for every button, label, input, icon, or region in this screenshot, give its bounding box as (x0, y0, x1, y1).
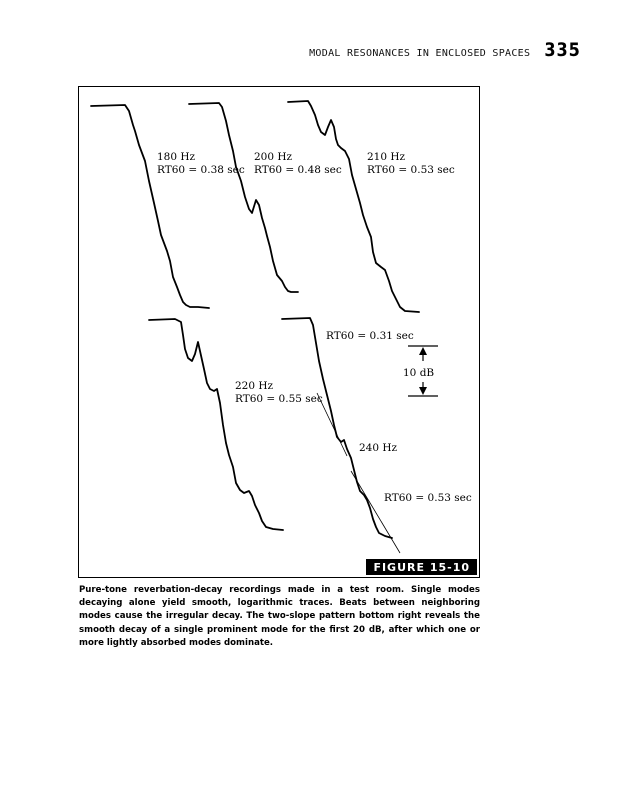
panel-200hz-frequency: 200 Hz (254, 151, 293, 163)
panel-220hz-frequency: 220 Hz (235, 380, 274, 392)
decay-trace-220hz (149, 319, 283, 530)
panel-180hz-frequency: 180 Hz (157, 151, 196, 163)
figure-caption: Pure-tone reverbation-decay recordings made in a test room. Single modes decaying alone yield smooth, logarithmic traces. Beats between neighboring modes cause the irregular decay. The two-slope pattern bottom right reveals the smooth decay of a single prominent mode for the first 20 dB, after which one or more lightly absorbed modes dominate. (79, 585, 480, 648)
figure-label-badge: FIGURE 15-10 (366, 559, 477, 575)
running-head (309, 39, 581, 61)
panel-240hz-rt60-lower: RT60 = 0.53 sec (384, 492, 472, 504)
panel-210hz-frequency: 210 Hz (367, 151, 406, 163)
running-title: MODAL RESONANCES IN ENCLOSED SPACES (309, 48, 531, 59)
panel-220hz-rt60: RT60 = 0.55 sec (235, 393, 323, 405)
decay-trace-210hz (288, 101, 419, 312)
decay-slope-lower (351, 471, 400, 553)
panel-200hz-rt60: RT60 = 0.48 sec (254, 164, 342, 176)
page-number: 335 (544, 39, 581, 61)
decay-trace-240hz (282, 318, 392, 538)
decay-trace-200hz (189, 103, 298, 292)
panel-180hz-rt60: RT60 = 0.38 sec (157, 164, 245, 176)
decay-trace-180hz (91, 105, 209, 308)
figure-frame (78, 86, 480, 578)
panel-240hz-rt60-upper: RT60 = 0.31 sec (326, 330, 414, 342)
scale-bar-label: 10 dB (403, 367, 435, 379)
panel-240hz-frequency: 240 Hz (359, 442, 398, 454)
panel-210hz-rt60: RT60 = 0.53 sec (367, 164, 455, 176)
